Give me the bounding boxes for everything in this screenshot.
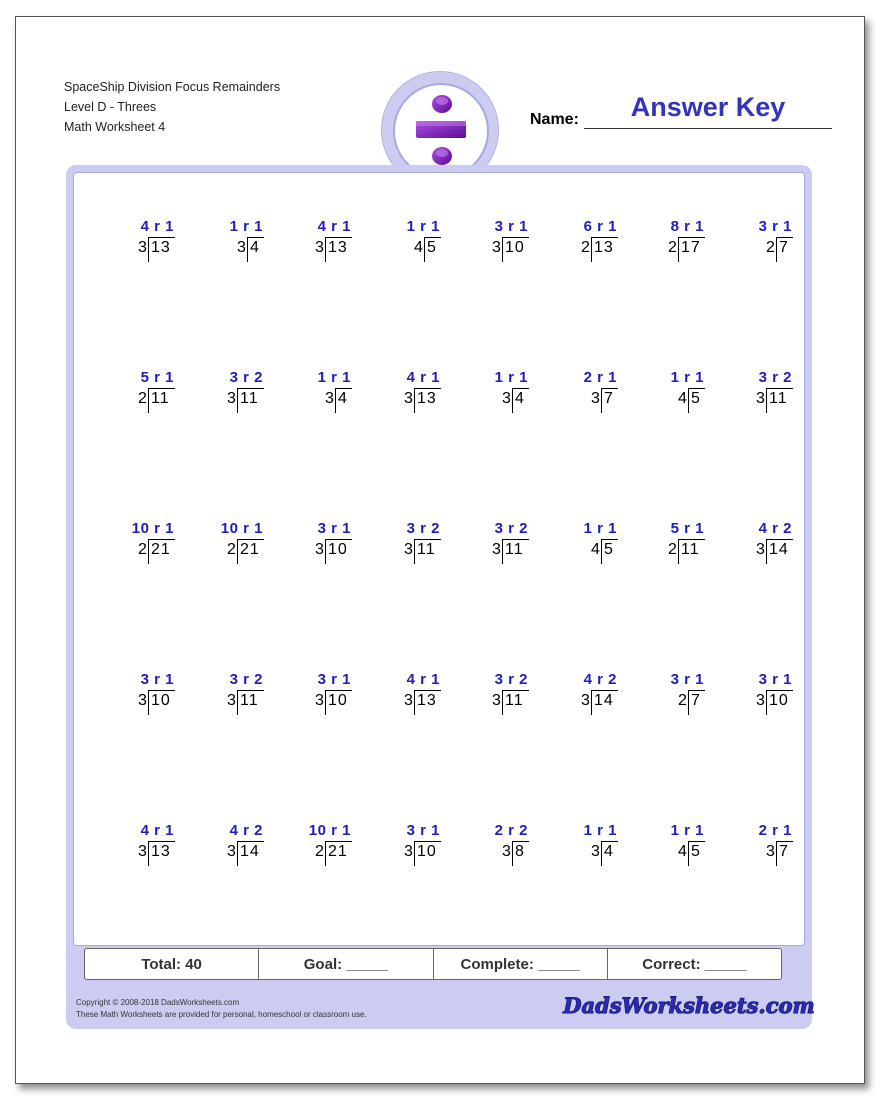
problem-dividend: 5 bbox=[427, 239, 437, 256]
problem-dividend: 14 bbox=[594, 692, 614, 709]
problem-divisor: 2 bbox=[668, 239, 677, 256]
problem-dividend: 21 bbox=[151, 541, 171, 558]
problem-dividend: 13 bbox=[594, 239, 614, 256]
problem-dividend: 7 bbox=[779, 843, 789, 860]
problem-answer: 1 r 1 bbox=[670, 369, 704, 386]
problem-dividend: 11 bbox=[505, 541, 524, 558]
problem-divisor: 3 bbox=[227, 843, 236, 860]
problem-dividend: 5 bbox=[691, 390, 701, 407]
score-correct[interactable]: Correct: _____ bbox=[642, 955, 747, 973]
problem-answer: 1 r 1 bbox=[406, 218, 440, 235]
division-problem bbox=[281, 520, 357, 566]
problem-answer: 5 r 1 bbox=[140, 369, 174, 386]
problem-divisor: 3 bbox=[492, 541, 501, 558]
division-problem bbox=[370, 520, 446, 566]
division-problem bbox=[458, 822, 534, 868]
problem-answer: 4 r 1 bbox=[140, 218, 174, 235]
problem-dividend: 11 bbox=[240, 390, 259, 407]
division-problem bbox=[193, 671, 269, 717]
problem-dividend: 13 bbox=[417, 390, 437, 407]
problem-dividend: 10 bbox=[151, 692, 171, 709]
division-problem bbox=[634, 218, 710, 264]
division-problem bbox=[634, 369, 710, 415]
division-problem bbox=[634, 671, 710, 717]
problem-answer: 3 r 2 bbox=[229, 369, 263, 386]
problem-dividend: 14 bbox=[769, 541, 789, 558]
division-problem bbox=[193, 369, 269, 415]
problem-dividend: 13 bbox=[151, 843, 171, 860]
problem-dividend: 5 bbox=[604, 541, 614, 558]
problem-divisor: 3 bbox=[138, 239, 147, 256]
problem-divisor: 3 bbox=[315, 692, 324, 709]
division-problem bbox=[281, 369, 357, 415]
problem-answer: 1 r 1 bbox=[494, 369, 528, 386]
division-problem bbox=[193, 520, 269, 566]
problem-answer: 6 r 1 bbox=[583, 218, 617, 235]
problem-dividend: 10 bbox=[328, 541, 348, 558]
problem-divisor: 3 bbox=[502, 843, 511, 860]
problem-dividend: 11 bbox=[151, 390, 170, 407]
problem-answer: 4 r 1 bbox=[140, 822, 174, 839]
problem-divisor: 3 bbox=[756, 541, 765, 558]
division-problem bbox=[370, 822, 446, 868]
problem-divisor: 3 bbox=[766, 843, 775, 860]
division-problem bbox=[104, 671, 180, 717]
division-problem bbox=[104, 822, 180, 868]
problem-divisor: 4 bbox=[591, 541, 600, 558]
division-problem bbox=[458, 369, 534, 415]
problem-answer: 3 r 1 bbox=[317, 520, 351, 537]
division-problem bbox=[722, 218, 798, 264]
problem-answer: 3 r 2 bbox=[494, 671, 528, 688]
problem-dividend: 4 bbox=[250, 239, 260, 256]
division-problem bbox=[722, 520, 798, 566]
problem-answer: 1 r 1 bbox=[583, 822, 617, 839]
problem-dividend: 21 bbox=[328, 843, 348, 860]
problem-divisor: 3 bbox=[227, 692, 236, 709]
problem-divisor: 3 bbox=[138, 843, 147, 860]
problem-divisor: 3 bbox=[492, 692, 501, 709]
problem-answer: 3 r 1 bbox=[670, 671, 704, 688]
problem-divisor: 2 bbox=[668, 541, 677, 558]
score-total: Total: 40 bbox=[85, 949, 259, 979]
problem-divisor: 3 bbox=[138, 692, 147, 709]
problem-divisor: 2 bbox=[138, 541, 147, 558]
problem-divisor: 2 bbox=[227, 541, 236, 558]
division-problem bbox=[458, 671, 534, 717]
score-complete[interactable]: Complete: _____ bbox=[434, 949, 608, 979]
score-table bbox=[84, 948, 782, 980]
problem-answer: 3 r 2 bbox=[229, 671, 263, 688]
problem-divisor: 3 bbox=[315, 541, 324, 558]
problem-divisor: 2 bbox=[138, 390, 147, 407]
problem-dividend: 4 bbox=[515, 390, 525, 407]
division-problem bbox=[281, 671, 357, 717]
problem-dividend: 10 bbox=[505, 239, 525, 256]
division-problem bbox=[281, 218, 357, 264]
problem-divisor: 3 bbox=[591, 390, 600, 407]
score-goal[interactable]: Goal: _____ bbox=[259, 949, 433, 979]
division-problem bbox=[458, 520, 534, 566]
problem-answer: 4 r 1 bbox=[406, 671, 440, 688]
problem-dividend: 7 bbox=[691, 692, 701, 709]
problem-dividend: 21 bbox=[240, 541, 260, 558]
division-sign-icon bbox=[395, 85, 487, 177]
copyright-line: Copyright © 2008-2018 DadsWorksheets.com bbox=[76, 998, 240, 1007]
problem-answer: 1 r 1 bbox=[317, 369, 351, 386]
problem-divisor: 3 bbox=[581, 692, 590, 709]
division-problem bbox=[104, 520, 180, 566]
problem-dividend: 10 bbox=[417, 843, 437, 860]
worksheet-title-block bbox=[64, 77, 280, 137]
division-problem bbox=[547, 520, 623, 566]
problem-answer: 10 r 1 bbox=[131, 520, 174, 537]
problem-answer: 3 r 1 bbox=[140, 671, 174, 688]
problem-answer: 3 r 1 bbox=[494, 218, 528, 235]
problem-divisor: 3 bbox=[756, 692, 765, 709]
problem-answer: 3 r 2 bbox=[406, 520, 440, 537]
problem-answer: 8 r 1 bbox=[670, 218, 704, 235]
division-problem bbox=[722, 369, 798, 415]
answer-key-label: Answer Key bbox=[630, 92, 786, 122]
division-problem bbox=[547, 671, 623, 717]
problem-dividend: 11 bbox=[769, 390, 788, 407]
worksheet-level: Level D - Threes bbox=[64, 100, 157, 114]
division-problem bbox=[634, 520, 710, 566]
problem-dividend: 17 bbox=[681, 239, 701, 256]
problem-dividend: 14 bbox=[240, 843, 260, 860]
problem-answer: 3 r 1 bbox=[406, 822, 440, 839]
problem-divisor: 3 bbox=[404, 843, 413, 860]
problem-dividend: 13 bbox=[417, 692, 437, 709]
problems-frame bbox=[66, 165, 815, 1029]
division-problem bbox=[104, 369, 180, 415]
problem-divisor: 3 bbox=[492, 239, 501, 256]
problem-dividend: 11 bbox=[681, 541, 700, 558]
copyright-notice bbox=[76, 997, 367, 1021]
problem-answer: 10 r 1 bbox=[220, 520, 263, 537]
problem-divisor: 3 bbox=[237, 239, 246, 256]
problem-divisor: 4 bbox=[678, 390, 687, 407]
problem-divisor: 3 bbox=[756, 390, 765, 407]
problem-divisor: 2 bbox=[766, 239, 775, 256]
problem-answer: 5 r 1 bbox=[670, 520, 704, 537]
division-problem bbox=[193, 822, 269, 868]
problem-dividend: 11 bbox=[505, 692, 524, 709]
problem-answer: 2 r 1 bbox=[583, 369, 617, 386]
problem-divisor: 3 bbox=[404, 692, 413, 709]
problem-dividend: 7 bbox=[779, 239, 789, 256]
problem-dividend: 11 bbox=[417, 541, 436, 558]
problem-answer: 1 r 1 bbox=[229, 218, 263, 235]
problem-answer: 4 r 2 bbox=[758, 520, 792, 537]
problem-answer: 1 r 1 bbox=[583, 520, 617, 537]
worksheet-number: Math Worksheet 4 bbox=[64, 120, 166, 134]
problem-answer: 3 r 2 bbox=[758, 369, 792, 386]
name-field-line[interactable] bbox=[584, 128, 832, 129]
problem-answer: 3 r 1 bbox=[758, 671, 792, 688]
problem-answer: 2 r 2 bbox=[494, 822, 528, 839]
name-label: Name: bbox=[530, 111, 579, 128]
problem-dividend: 4 bbox=[338, 390, 348, 407]
division-problem bbox=[722, 671, 798, 717]
problem-answer: 3 r 1 bbox=[758, 218, 792, 235]
problem-answer: 3 r 1 bbox=[317, 671, 351, 688]
problem-dividend: 7 bbox=[604, 390, 614, 407]
problem-divisor: 2 bbox=[678, 692, 687, 709]
worksheet-page bbox=[15, 16, 865, 1084]
division-problem bbox=[281, 822, 357, 868]
division-problem bbox=[193, 218, 269, 264]
problems-area bbox=[73, 172, 805, 946]
problem-divisor: 3 bbox=[591, 843, 600, 860]
problem-answer: 4 r 2 bbox=[229, 822, 263, 839]
problem-dividend: 13 bbox=[328, 239, 348, 256]
problem-answer: 4 r 1 bbox=[406, 369, 440, 386]
problem-divisor: 2 bbox=[581, 239, 590, 256]
dadsworksheets-logo bbox=[563, 987, 815, 1023]
problem-answer: 4 r 2 bbox=[583, 671, 617, 688]
division-problem bbox=[634, 822, 710, 868]
problem-divisor: 2 bbox=[315, 843, 324, 860]
problem-answer: 4 r 1 bbox=[317, 218, 351, 235]
problem-divisor: 3 bbox=[502, 390, 511, 407]
problem-answer: 3 r 2 bbox=[494, 520, 528, 537]
division-problem bbox=[547, 369, 623, 415]
usage-notice: These Math Worksheets are provided for personal, homeschool or classroom use. bbox=[76, 1010, 367, 1019]
worksheet-title: SpaceShip Division Focus Remainders bbox=[64, 80, 281, 94]
problem-dividend: 4 bbox=[604, 843, 614, 860]
problem-dividend: 10 bbox=[328, 692, 348, 709]
problem-dividend: 10 bbox=[769, 692, 789, 709]
division-problem bbox=[370, 369, 446, 415]
problem-divisor: 3 bbox=[404, 541, 413, 558]
division-problem bbox=[458, 218, 534, 264]
problem-divisor: 3 bbox=[325, 390, 334, 407]
problem-answer: 1 r 1 bbox=[670, 822, 704, 839]
problem-divisor: 4 bbox=[414, 239, 423, 256]
problem-divisor: 3 bbox=[404, 390, 413, 407]
division-problem bbox=[370, 671, 446, 717]
problem-dividend: 11 bbox=[240, 692, 259, 709]
division-problem bbox=[722, 822, 798, 868]
problem-answer: 2 r 1 bbox=[758, 822, 792, 839]
division-problem bbox=[104, 218, 180, 264]
svg-text:DadsWorksheets.com: DadsWorksheets.com bbox=[563, 993, 815, 1018]
problem-divisor: 3 bbox=[227, 390, 236, 407]
problem-divisor: 3 bbox=[315, 239, 324, 256]
division-problem bbox=[547, 218, 623, 264]
division-problem bbox=[547, 822, 623, 868]
problem-answer: 10 r 1 bbox=[308, 822, 351, 839]
problem-dividend: 5 bbox=[691, 843, 701, 860]
division-problem bbox=[370, 218, 446, 264]
problem-dividend: 8 bbox=[515, 843, 525, 860]
problem-dividend: 13 bbox=[151, 239, 171, 256]
problem-divisor: 4 bbox=[678, 843, 687, 860]
